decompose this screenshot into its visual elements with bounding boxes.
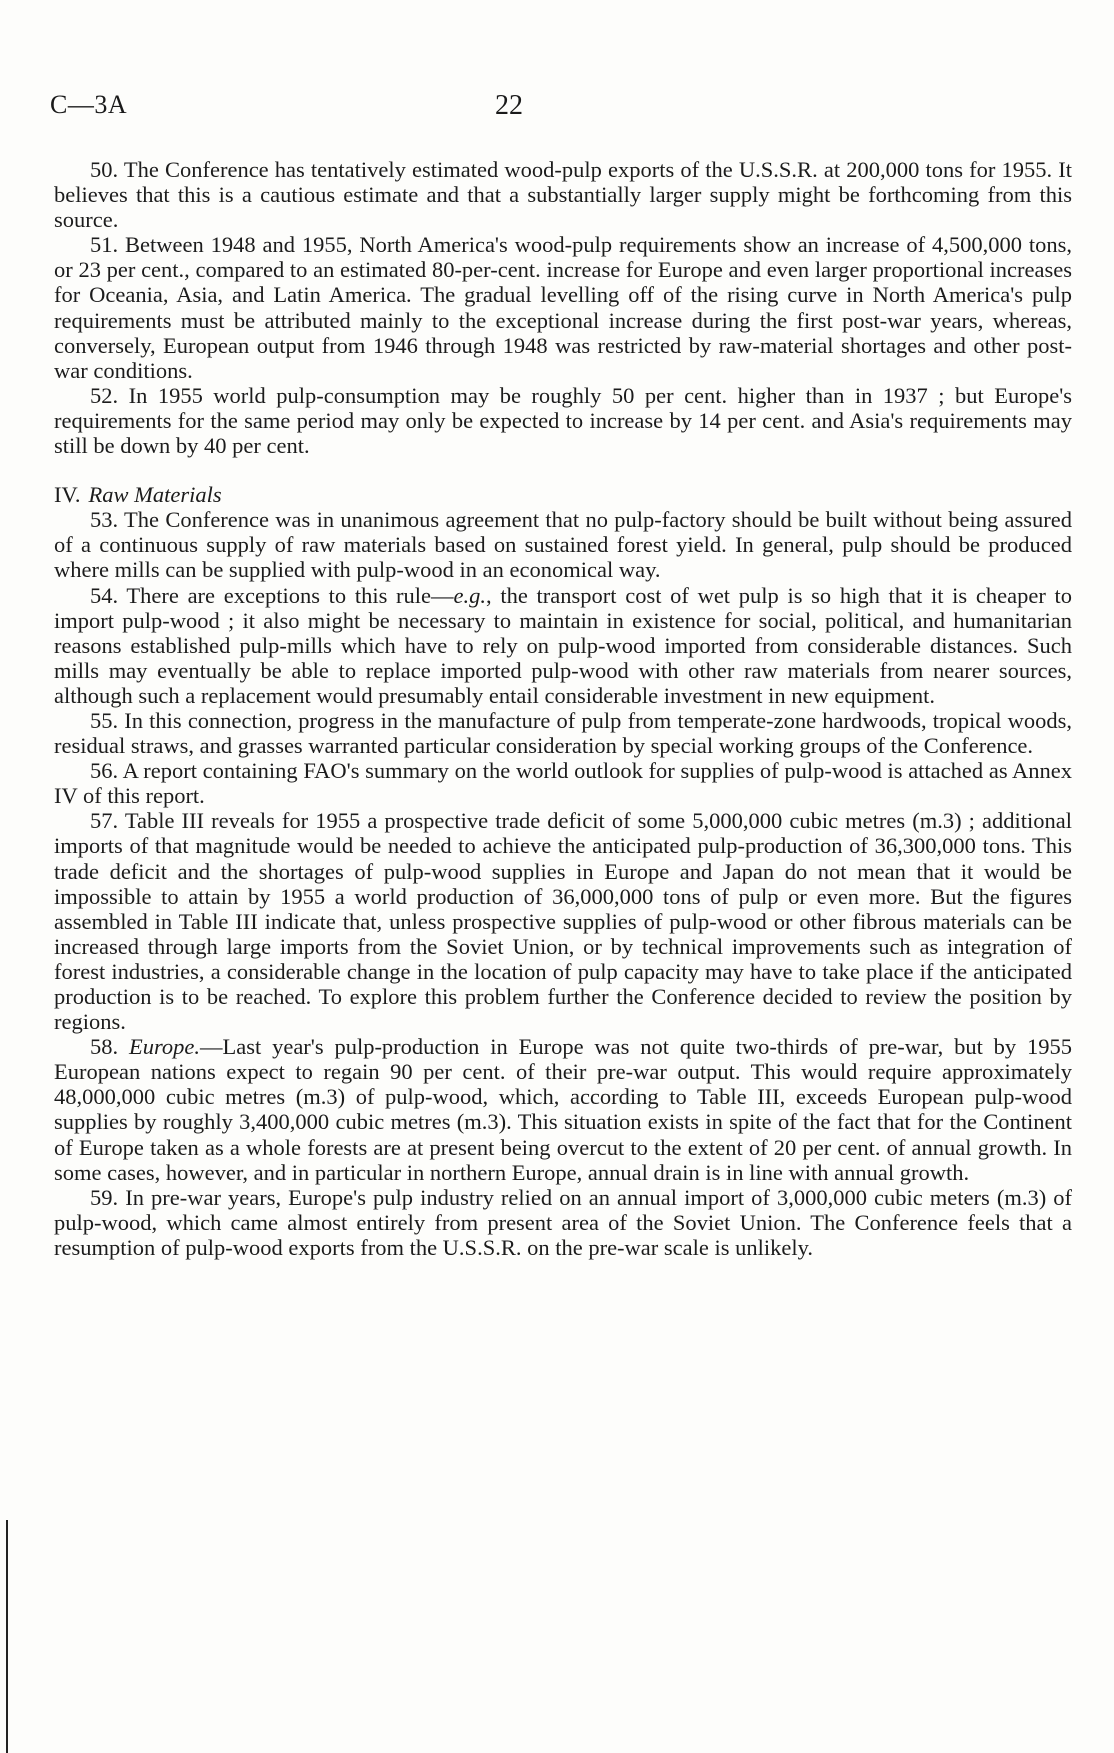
scan-edge-line bbox=[6, 1520, 8, 1753]
paragraph-number: 58. bbox=[90, 1034, 119, 1060]
paragraph-number: 57. bbox=[90, 808, 119, 834]
paragraph-text: In pre-war years, Europe's pulp industry relied on an annual import of 3,000,000 cubic meters (m.3) of pulp-wood, which came almost entirely from present area of the Soviet Union. The Conference feels that a resumption of pulp-wood exports from the U.S.S.R. on the pre-war scale is unlikely. bbox=[54, 1184, 1073, 1260]
paragraph-text-post: —Last year's pulp-production in Europe was not quite two-thirds of pre-war, but by 1955 European nations expect to regain 90 per cent. of their pre-war output. This would require approximately 48,000,000 cubic metres (m.3) of pulp-wood, which, according to Table III, exceeds European pulp-wood supplies by roughly 3,400,000 cubic metres (m.3). This situation exists in spite of the fact that for the Continent of Europe taken as a whole forests are at present being overcut to the extent of 20 per cent. of annual growth. In some cases, however, and in particular in northern Europe, annual drain is in line with annual growth. bbox=[54, 1034, 1073, 1185]
paragraph-number: 55. bbox=[90, 707, 119, 733]
section-number: IV. bbox=[54, 482, 81, 508]
document-body bbox=[54, 157, 1072, 1260]
paragraph-number: 59. bbox=[90, 1184, 119, 1210]
paragraph-text: In this connection, progress in the manufacture of pulp from temperate-zone hardwoods, tropical woods, residual straws, and grasses warranted particular consideration by special working groups of the Conference. bbox=[54, 707, 1073, 759]
paragraph-number: 53. bbox=[90, 507, 119, 533]
paragraph-52 bbox=[54, 383, 1072, 458]
paragraph-57 bbox=[54, 808, 1072, 1034]
paragraph-text: The Conference was in unanimous agreement that no pulp-factory should be built without being assured of a continuous supply of raw materials based on sustained forest yield. In general, pulp should be produced where mills can be supplied with pulp-wood in an economical way. bbox=[54, 507, 1073, 583]
paragraph-number: 54. bbox=[90, 582, 119, 608]
paragraph-58 bbox=[54, 1034, 1072, 1185]
paragraph-50 bbox=[54, 157, 1072, 232]
paragraph-59 bbox=[54, 1185, 1072, 1260]
paragraph-text: Between 1948 and 1955, North America's wood-pulp requirements show an increase of 4,500,000 tons, or 23 per cent., compared to an estimated 80-per-cent. increase for Europe and even larger proportional increases for Oceania, Asia, and Latin America. The gradual levelling off of the rising curve in North America's pulp requirements must be attributed mainly to the exceptional increase during the first post-war years, whereas, conversely, European output from 1946 through 1948 was restricted by raw-material shortages and other post-war conditions. bbox=[54, 232, 1073, 383]
paragraph-text: Table III reveals for 1955 a prospective trade deficit of some 5,000,000 cubic metres (m.3) ; additional imports of that magnitude would be needed to achieve the anticipated pulp-production of 36,300,000 tons. This trade deficit and the shortages of pulp-wood supplies in Europe and Japan do not mean that it would be impossible to attain by 1955 a world production of 36,000,000 tons of pulp or even more. But the figures assembled in Table III indicate that, unless prospective supplies of pulp-wood or other fibrous materials can be increased through large imports from the Soviet Union, or by technical improvements such as integration of forest industries, a considerable change in the location of pulp capacity may have to take place if the anticipated production is to be reached. To explore this problem further the Conference decided to review the position by regions. bbox=[54, 808, 1072, 1035]
paragraph-51 bbox=[54, 232, 1072, 383]
paragraph-text-post: , the transport cost of wet pulp is so high that it is cheaper to import pulp-wood ; it also might be necessary to maintain in existence for social, political, and humanitarian reasons established pulp-mills which have to rely on pulp-wood imported from considerable distances. Such mills may eventually be able to replace imported pulp-wood with other raw materials from nearer sources, although such a replacement would presumably entail considerable investment in new equipment. bbox=[54, 582, 1073, 708]
paragraph-54 bbox=[54, 583, 1072, 708]
document-code: C—3A bbox=[50, 90, 128, 119]
section-title: Raw Materials bbox=[88, 482, 222, 508]
paragraph-number: 56. bbox=[90, 758, 119, 784]
paragraph-53 bbox=[54, 507, 1072, 582]
page-number: 22 bbox=[495, 90, 523, 121]
paragraph-number: 52. bbox=[90, 382, 119, 408]
paragraph-text: In 1955 world pulp-consumption may be roughly 50 per cent. higher than in 1937 ; but Europe's requirements for the same period may only be expected to increase by 14 per cent. and Asia's requirements may still be down by 40 per cent. bbox=[54, 382, 1073, 459]
paragraph-55 bbox=[54, 708, 1072, 758]
paragraph-number: 50. bbox=[90, 157, 119, 182]
paragraph-number: 51. bbox=[90, 232, 119, 258]
paragraph-text: The Conference has tentatively estimated wood-pulp exports of the U.S.S.R. at 200,000 tons for 1955. It believes that this is a cautious estimate and that a substantially larger supply might be forthcoming from this source. bbox=[54, 157, 1072, 233]
paragraph-text: A report containing FAO's summary on the world outlook for supplies of pulp-wood is attached as Annex IV of this report. bbox=[54, 758, 1072, 809]
paragraph-text-italic: Europe. bbox=[128, 1034, 200, 1060]
page-header bbox=[50, 90, 1060, 126]
paragraph-text-italic: e.g. bbox=[453, 582, 487, 608]
section-heading bbox=[54, 482, 1072, 507]
paragraph-text-pre: There are exceptions to this rule— bbox=[126, 582, 454, 608]
paragraph-56 bbox=[54, 758, 1072, 808]
